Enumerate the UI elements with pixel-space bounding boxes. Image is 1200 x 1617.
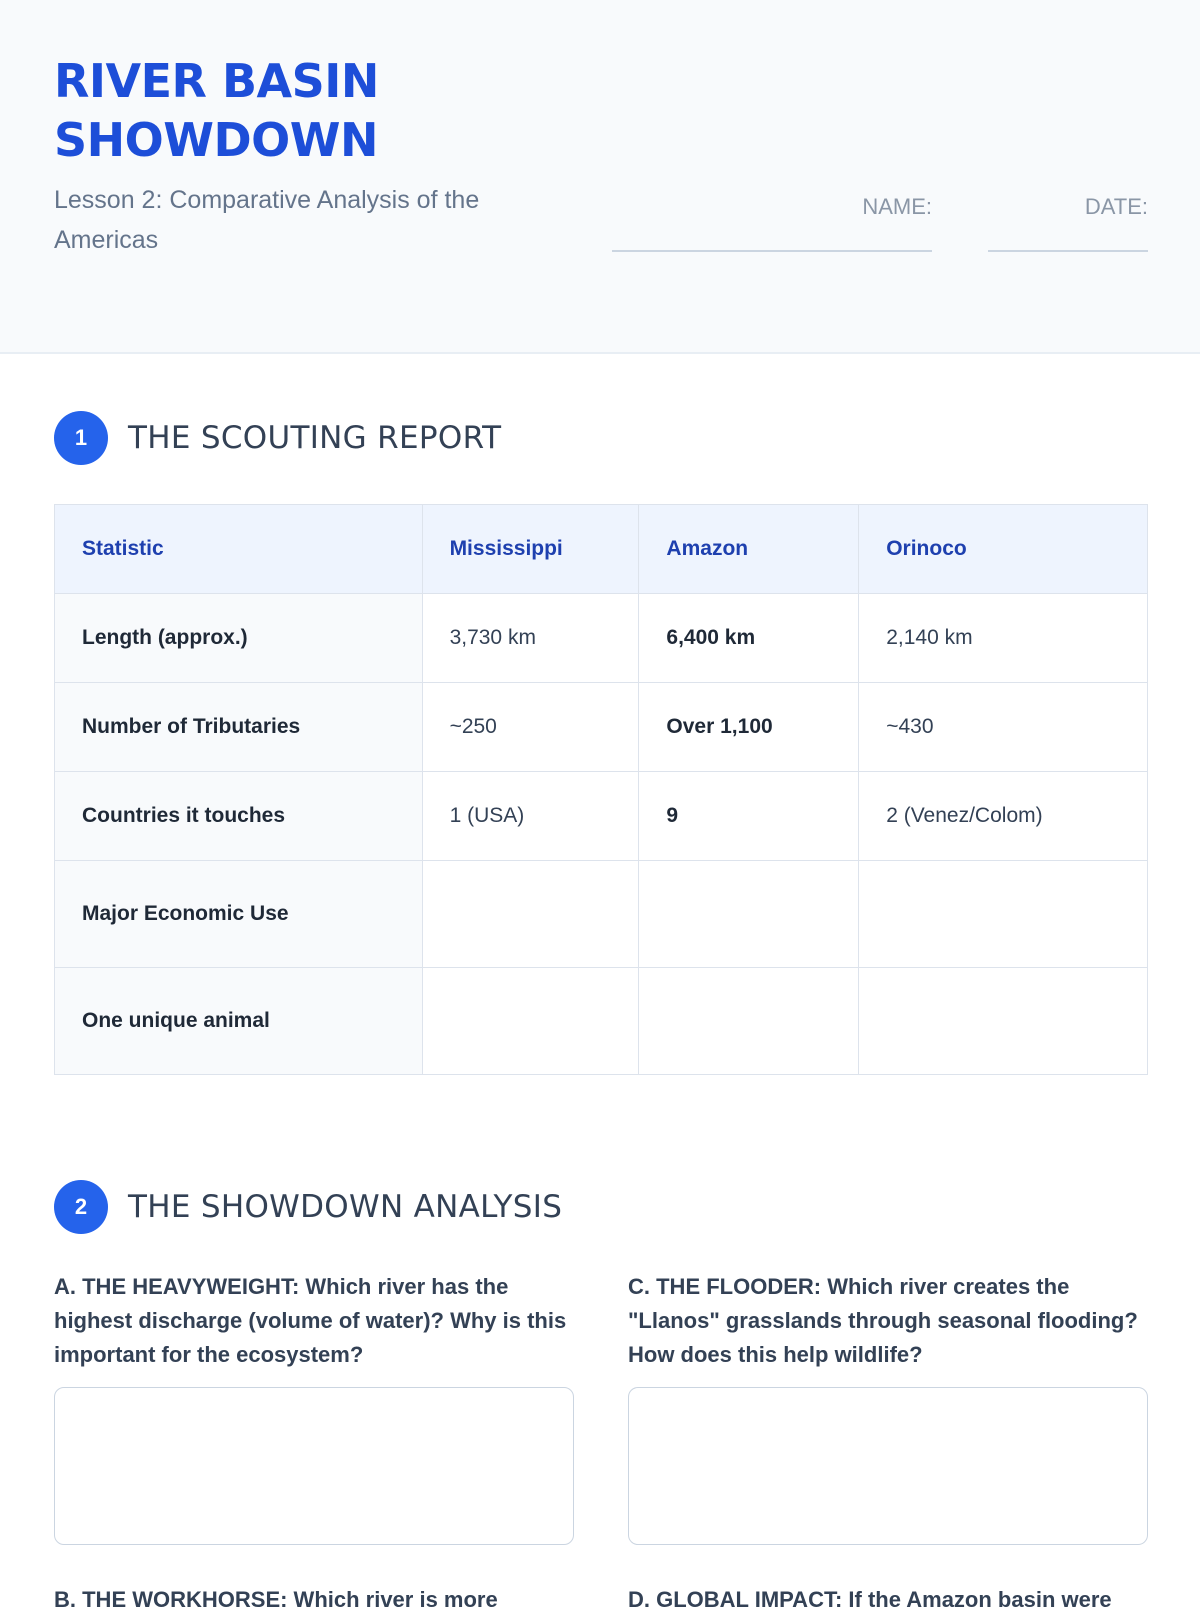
section-1-heading (54, 411, 501, 465)
date-label: DATE: (1084, 194, 1148, 219)
section-number-badge: 1 (54, 411, 108, 465)
title-line-1: RIVER BASIN (54, 54, 379, 108)
section-2-heading (54, 1180, 562, 1234)
answer-box-a[interactable] (54, 1387, 574, 1545)
row-label: Major Economic Use (55, 861, 423, 968)
table-header-row (55, 505, 1148, 594)
table-row (55, 968, 1148, 1075)
section-number-badge: 2 (54, 1180, 108, 1234)
table-cell: ~250 (422, 683, 639, 772)
table-cell: 2 (Venez/Colom) (859, 772, 1148, 861)
table-cell: 9 (639, 772, 859, 861)
table-cell: Over 1,100 (639, 683, 859, 772)
title-line-2: SHOWDOWN (54, 113, 378, 167)
name-label: NAME: (862, 194, 932, 219)
row-label: One unique animal (55, 968, 423, 1075)
row-label: Number of Tributaries (55, 683, 423, 772)
section-title: THE SHOWDOWN ANALYSIS (128, 1189, 563, 1225)
column-header: Orinoco (859, 505, 1148, 594)
section-title: THE SCOUTING REPORT (128, 420, 502, 456)
table-cell: 3,730 km (422, 594, 639, 683)
page-title (54, 52, 574, 170)
table-cell: 6,400 km (639, 594, 859, 683)
answer-cell[interactable] (639, 861, 859, 968)
table-row (55, 861, 1148, 968)
worksheet-header (0, 0, 1200, 354)
answer-cell[interactable] (422, 861, 639, 968)
answer-cell[interactable] (639, 968, 859, 1075)
table-cell: 2,140 km (859, 594, 1148, 683)
table-cell: 1 (USA) (422, 772, 639, 861)
answer-cell[interactable] (859, 861, 1148, 968)
row-label: Countries it touches (55, 772, 423, 861)
lesson-subtitle: Lesson 2: Comparative Analysis of the Americas (54, 186, 480, 254)
question-c: C. THE FLOODER: Which river creates the "Llanos" grasslands through seasonal flooding? How does this help wildlife? (628, 1274, 1138, 1367)
question-a: A. THE HEAVYWEIGHT: Which river has the highest discharge (volume of water)? Why is this important for the ecosystem? (54, 1274, 567, 1367)
answer-cell[interactable] (859, 968, 1148, 1075)
table-row (55, 594, 1148, 683)
answer-box-c[interactable] (628, 1387, 1148, 1545)
column-header: Statistic (55, 505, 423, 594)
question-d: D. GLOBAL IMPACT: If the Amazon basin were (628, 1587, 1112, 1612)
column-header: Mississippi (422, 505, 639, 594)
answer-cell[interactable] (422, 968, 639, 1075)
table-row (55, 772, 1148, 861)
column-header: Amazon (639, 505, 859, 594)
scouting-report-table (54, 504, 1148, 1075)
table-cell: ~430 (859, 683, 1148, 772)
question-b: B. THE WORKHORSE: Which river is more (54, 1587, 498, 1612)
date-field[interactable] (988, 194, 1148, 252)
table-row (55, 683, 1148, 772)
name-field[interactable] (612, 194, 932, 252)
row-label: Length (approx.) (55, 594, 423, 683)
